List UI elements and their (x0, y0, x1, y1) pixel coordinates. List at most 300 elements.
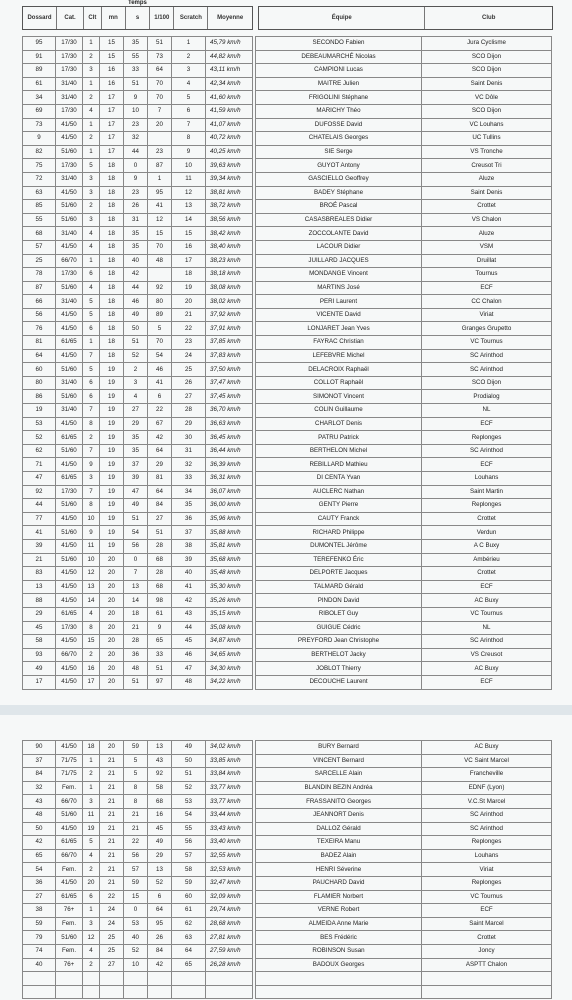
cell-equipe: BERTHELOT Jacky (256, 648, 422, 662)
cell-scratch: 27 (172, 390, 206, 404)
cell-moyenne: 38,42 km/h (206, 227, 253, 241)
table-row (23, 863, 253, 877)
cell-cat: 71/75 (56, 754, 83, 768)
cell-s: 52 (124, 944, 148, 958)
cell-cat: 41/50 (56, 458, 83, 472)
table-row (23, 254, 253, 268)
cell-scratch: 14 (172, 213, 206, 227)
table-row (256, 904, 552, 918)
cell-cat: 61/65 (56, 607, 83, 621)
table-row (256, 675, 552, 689)
cell-cent: 41 (148, 376, 172, 390)
cell-mn: 21 (100, 768, 124, 782)
cell-dossard: 78 (23, 268, 56, 282)
table-row (256, 254, 552, 268)
cell-cat: 66/70 (56, 254, 83, 268)
cell-moyenne: 38,18 km/h (206, 268, 253, 282)
cell-club: Granges Grupetto (422, 322, 552, 336)
cell-moyenne: 38,08 km/h (206, 281, 253, 295)
cell-cat: 31/40 (56, 172, 83, 186)
table-row (256, 607, 552, 621)
cell-cat: Fem. (56, 917, 83, 931)
cell-mn: 19 (100, 444, 124, 458)
results-table-left-bottom (22, 740, 253, 999)
cell-dossard: 95 (23, 37, 56, 51)
cell-scratch: 15 (172, 227, 206, 241)
cell-dossard: 62 (23, 444, 56, 458)
cell-equipe: GUIGUE Cédric (256, 621, 422, 635)
cell-dossard: 64 (23, 349, 56, 363)
cell-cat: 41/50 (56, 417, 83, 431)
cell-cent: 92 (148, 768, 172, 782)
cell-cent: 51 (148, 37, 172, 51)
cell-equipe: PERI Laurent (256, 295, 422, 309)
cell-scratch: 59 (172, 876, 206, 890)
cell-mn: 20 (100, 621, 124, 635)
cell-mn: 19 (100, 499, 124, 513)
cell-equipe: SARCELLE Alain (256, 768, 422, 782)
cell-blank (256, 972, 422, 986)
table-row (23, 50, 253, 64)
cell-club: Replonges (422, 499, 552, 513)
cell-equipe: DUMONTEL Jérôme (256, 539, 422, 553)
cell-mn: 18 (100, 336, 124, 350)
cell-moyenne: 36,45 km/h (206, 431, 253, 445)
cell-clt: 7 (83, 444, 100, 458)
cell-mn: 20 (100, 567, 124, 581)
cell-s: 0 (124, 159, 148, 173)
cell-scratch: 42 (172, 594, 206, 608)
cell-moyenne: 36,39 km/h (206, 458, 253, 472)
cell-equipe: BADOUX Georges (256, 958, 422, 972)
cell-cat: 71/75 (56, 768, 83, 782)
cell-s: 8 (124, 781, 148, 795)
cell-club: AC Buxy (422, 594, 552, 608)
cell-s: 13 (124, 580, 148, 594)
cell-mn: 18 (100, 349, 124, 363)
cell-scratch: 34 (172, 485, 206, 499)
table-row (23, 539, 253, 553)
table-row (23, 890, 253, 904)
cell-scratch: 8 (172, 132, 206, 146)
cell-cent: 68 (148, 795, 172, 809)
cell-mn: 18 (100, 200, 124, 214)
blank-row (256, 985, 552, 999)
table-row (256, 458, 552, 472)
cell-club: Louhans (422, 849, 552, 863)
cell-mn: 16 (100, 64, 124, 78)
cell-clt: 1 (83, 254, 100, 268)
cell-cent: 70 (148, 240, 172, 254)
table-row (256, 849, 552, 863)
cell-club: ECF (422, 417, 552, 431)
cell-s: 53 (124, 917, 148, 931)
cell-club: V.C.St Marcel (422, 795, 552, 809)
table-row (256, 863, 552, 877)
table-row (23, 281, 253, 295)
cell-s: 5 (124, 754, 148, 768)
cell-club: Joncy (422, 944, 552, 958)
table-row (256, 876, 552, 890)
cell-moyenne: 45,79 km/h (206, 37, 253, 51)
cell-moyenne: 38,56 km/h (206, 213, 253, 227)
cell-dossard: 85 (23, 200, 56, 214)
cell-clt: 6 (83, 390, 100, 404)
cell-clt: 8 (83, 499, 100, 513)
table-row (256, 512, 552, 526)
cell-clt: 3 (83, 795, 100, 809)
cell-moyenne: 37,50 km/h (206, 363, 253, 377)
cell-mn: 18 (100, 213, 124, 227)
cell-mn: 20 (100, 580, 124, 594)
table-row (23, 145, 253, 159)
cell-mn: 18 (100, 227, 124, 241)
table-row (23, 376, 253, 390)
cell-equipe: DECOUCHE Laurent (256, 675, 422, 689)
table-row (23, 159, 253, 173)
cell-blank (172, 972, 206, 986)
cell-club: Francheville (422, 768, 552, 782)
cell-s: 18 (124, 607, 148, 621)
cell-cat: 41/50 (56, 876, 83, 890)
cell-moyenne: 37,92 km/h (206, 308, 253, 322)
cell-s: 22 (124, 836, 148, 850)
cell-cent: 45 (148, 822, 172, 836)
cell-cat: 51/60 (56, 931, 83, 945)
cell-mn: 25 (100, 931, 124, 945)
cell-cat: 41/50 (56, 186, 83, 200)
table-row (23, 876, 253, 890)
cell-mn: 20 (100, 594, 124, 608)
cell-mn: 15 (100, 37, 124, 51)
blank-row (23, 972, 253, 986)
cell-equipe: DEBEAUMARCHÉ Nicolas (256, 50, 422, 64)
cell-cat: 41/50 (56, 662, 83, 676)
cell-scratch: 29 (172, 417, 206, 431)
table-row (23, 768, 253, 782)
cell-dossard: 43 (23, 795, 56, 809)
table-row (256, 91, 552, 105)
cell-dossard: 47 (23, 472, 56, 486)
cell-scratch: 16 (172, 240, 206, 254)
cell-moyenne: 34,87 km/h (206, 635, 253, 649)
cell-mn: 18 (100, 186, 124, 200)
cell-scratch: 51 (172, 768, 206, 782)
cell-clt: 2 (83, 958, 100, 972)
cell-cat: 41/50 (56, 118, 83, 132)
cell-mn: 19 (100, 485, 124, 499)
table-row (23, 472, 253, 486)
cell-s: 40 (124, 931, 148, 945)
table-row (256, 104, 552, 118)
cell-scratch: 30 (172, 431, 206, 445)
cell-moyenne: 33,77 km/h (206, 781, 253, 795)
cell-moyenne: 40,72 km/h (206, 132, 253, 146)
cell-equipe: BADEZ Alain (256, 849, 422, 863)
table-row (23, 512, 253, 526)
cell-s: 10 (124, 958, 148, 972)
cell-clt: 2 (83, 768, 100, 782)
cell-dossard: 44 (23, 499, 56, 513)
header-left (22, 6, 253, 30)
cell-clt: 12 (83, 931, 100, 945)
cell-cent: 65 (148, 635, 172, 649)
cell-scratch: 38 (172, 539, 206, 553)
cell-mn: 20 (100, 607, 124, 621)
cell-clt: 2 (83, 50, 100, 64)
cell-equipe: TALMARD Gérald (256, 580, 422, 594)
cell-clt: 8 (83, 621, 100, 635)
cell-equipe: JEANNORT Denis (256, 808, 422, 822)
table-row (23, 172, 253, 186)
cell-moyenne: 35,08 km/h (206, 621, 253, 635)
cell-moyenne: 32,55 km/h (206, 849, 253, 863)
cell-moyenne: 35,88 km/h (206, 526, 253, 540)
cell-club: A C Buxy (422, 539, 552, 553)
cell-clt: 3 (83, 917, 100, 931)
cell-scratch: 46 (172, 648, 206, 662)
table-row (256, 444, 552, 458)
cell-scratch: 61 (172, 904, 206, 918)
cell-mn: 18 (100, 159, 124, 173)
cell-club: Tournus (422, 268, 552, 282)
cell-cent: 13 (148, 863, 172, 877)
cell-mn: 19 (100, 431, 124, 445)
cell-s: 55 (124, 50, 148, 64)
cell-clt: 2 (83, 200, 100, 214)
cell-clt: 4 (83, 607, 100, 621)
table-row (256, 200, 552, 214)
cell-scratch: 7 (172, 118, 206, 132)
cell-cent: 51 (148, 662, 172, 676)
cell-dossard: 76 (23, 322, 56, 336)
cell-clt: 5 (83, 159, 100, 173)
cell-moyenne: 26,28 km/h (206, 958, 253, 972)
cell-dossard: 37 (23, 754, 56, 768)
cell-moyenne: 41,59 km/h (206, 104, 253, 118)
cell-s: 33 (124, 64, 148, 78)
table-row (256, 145, 552, 159)
table-row (256, 795, 552, 809)
cell-equipe: PATRU Patrick (256, 431, 422, 445)
table-row (23, 390, 253, 404)
cell-mn: 22 (100, 890, 124, 904)
table-row (23, 227, 253, 241)
cell-s: 44 (124, 281, 148, 295)
cell-equipe: LACOUR Didier (256, 240, 422, 254)
cell-cent: 68 (148, 553, 172, 567)
table-row (23, 458, 253, 472)
table-row (256, 754, 552, 768)
cell-moyenne: 32,47 km/h (206, 876, 253, 890)
cell-dossard: 79 (23, 931, 56, 945)
cell-blank (422, 972, 552, 986)
cell-dossard: 72 (23, 172, 56, 186)
results-table-right-top (255, 36, 552, 690)
cell-scratch: 2 (172, 50, 206, 64)
cell-moyenne: 32,09 km/h (206, 890, 253, 904)
cell-blank (172, 985, 206, 999)
cell-clt: 1 (83, 781, 100, 795)
cell-cat: Fem. (56, 863, 83, 877)
table-row (23, 64, 253, 78)
cell-cent: 64 (148, 444, 172, 458)
cell-scratch: 36 (172, 512, 206, 526)
cell-scratch: 13 (172, 200, 206, 214)
cell-clt: 11 (83, 808, 100, 822)
cell-equipe: GENTY Pierre (256, 499, 422, 513)
cell-s: 3 (124, 376, 148, 390)
cell-equipe: PREYFORD Jean Christophe (256, 635, 422, 649)
table-row (23, 240, 253, 254)
cell-s: 56 (124, 539, 148, 553)
cell-dossard: 19 (23, 404, 56, 418)
cell-cat: 66/70 (56, 849, 83, 863)
cell-club: NL (422, 404, 552, 418)
cell-club: Saint Denis (422, 186, 552, 200)
cell-dossard: 38 (23, 904, 56, 918)
cell-cent: 26 (148, 931, 172, 945)
cell-cent: 70 (148, 91, 172, 105)
cell-s: 35 (124, 227, 148, 241)
cell-mn: 21 (100, 849, 124, 863)
table-row (256, 553, 552, 567)
cell-equipe: FLAMIER Norbert (256, 890, 422, 904)
cell-scratch: 35 (172, 499, 206, 513)
cell-club: ECF (422, 281, 552, 295)
cell-scratch: 47 (172, 662, 206, 676)
cell-club: Replonges (422, 836, 552, 850)
cell-cat: 17/30 (56, 50, 83, 64)
cell-club: SC Arinthod (422, 808, 552, 822)
cell-cent: 33 (148, 648, 172, 662)
cell-cent: 68 (148, 580, 172, 594)
table-row (23, 822, 253, 836)
cell-dossard: 92 (23, 485, 56, 499)
cell-club: VS Creusot (422, 648, 552, 662)
cell-s: 35 (124, 431, 148, 445)
cell-scratch: 3 (172, 64, 206, 78)
cell-mn: 19 (100, 404, 124, 418)
cell-scratch: 10 (172, 159, 206, 173)
cell-cent: 64 (148, 485, 172, 499)
cell-cent: 42 (148, 431, 172, 445)
sheet-gap (0, 705, 572, 715)
cell-dossard: 21 (23, 553, 56, 567)
cell-blank (23, 985, 56, 999)
cell-dossard: 86 (23, 390, 56, 404)
cell-mn: 19 (100, 363, 124, 377)
cell-cent: 84 (148, 499, 172, 513)
cell-clt: 9 (83, 458, 100, 472)
cell-s: 36 (124, 648, 148, 662)
cell-club: VSM (422, 240, 552, 254)
cell-blank (124, 985, 148, 999)
cell-mn: 17 (100, 91, 124, 105)
cell-cent: 64 (148, 904, 172, 918)
cell-dossard: 29 (23, 607, 56, 621)
cell-club: Aluze (422, 227, 552, 241)
table-row (256, 37, 552, 51)
header-scratch: Scratch (174, 7, 208, 29)
cell-clt: 16 (83, 662, 100, 676)
cell-s: 10 (124, 104, 148, 118)
cell-scratch: 22 (172, 322, 206, 336)
cell-dossard: 27 (23, 890, 56, 904)
cell-scratch: 43 (172, 607, 206, 621)
table-row (23, 808, 253, 822)
cell-equipe: CASASBREALES Didier (256, 213, 422, 227)
cell-clt: 3 (83, 64, 100, 78)
cell-s: 57 (124, 863, 148, 877)
cell-dossard: 93 (23, 648, 56, 662)
header-clt: Clt (84, 7, 101, 29)
cell-moyenne: 36,00 km/h (206, 499, 253, 513)
table-row (23, 741, 253, 755)
table-row (23, 781, 253, 795)
cell-moyenne: 43,11 km/h (206, 64, 253, 78)
cell-scratch: 45 (172, 635, 206, 649)
cell-mn: 21 (100, 781, 124, 795)
cell-cent: 51 (148, 526, 172, 540)
cell-scratch: 18 (172, 268, 206, 282)
cell-clt: 6 (83, 322, 100, 336)
cell-dossard: 74 (23, 944, 56, 958)
table-row (256, 594, 552, 608)
cell-equipe: FRIGOLINI Stéphane (256, 91, 422, 105)
table-row (256, 836, 552, 850)
cell-s: 42 (124, 268, 148, 282)
cell-s: 50 (124, 322, 148, 336)
cell-dossard: 61 (23, 77, 56, 91)
cell-cat: 51/60 (56, 499, 83, 513)
cell-cat: 51/60 (56, 808, 83, 822)
cell-mn: 17 (100, 132, 124, 146)
cell-club: SCO Dijon (422, 376, 552, 390)
cell-dossard: 83 (23, 567, 56, 581)
cell-s: 46 (124, 295, 148, 309)
cell-scratch: 6 (172, 104, 206, 118)
cell-clt: 1 (83, 37, 100, 51)
cell-scratch: 64 (172, 944, 206, 958)
cell-scratch: 31 (172, 444, 206, 458)
header-right (258, 6, 553, 30)
cell-dossard: 57 (23, 240, 56, 254)
cell-blank (83, 985, 100, 999)
cell-s: 35 (124, 444, 148, 458)
cell-s: 23 (124, 186, 148, 200)
cell-s: 2 (124, 363, 148, 377)
cell-clt: 19 (83, 822, 100, 836)
cell-blank (23, 972, 56, 986)
cell-club: Verdun (422, 526, 552, 540)
cell-mn: 20 (100, 648, 124, 662)
cell-scratch: 28 (172, 404, 206, 418)
cell-club: VC Tournus (422, 607, 552, 621)
cell-club: SC Arinthod (422, 349, 552, 363)
cell-clt: 4 (83, 104, 100, 118)
cell-moyenne: 27,81 km/h (206, 931, 253, 945)
cell-cat: 17/30 (56, 64, 83, 78)
cell-club: Saint Marcel (422, 917, 552, 931)
cell-moyenne: 33,84 km/h (206, 768, 253, 782)
table-row (23, 499, 253, 513)
table-row (23, 322, 253, 336)
cell-clt: 7 (83, 404, 100, 418)
cell-clt: 11 (83, 539, 100, 553)
cell-cent: 15 (148, 227, 172, 241)
cell-club: SC Arinthod (422, 363, 552, 377)
